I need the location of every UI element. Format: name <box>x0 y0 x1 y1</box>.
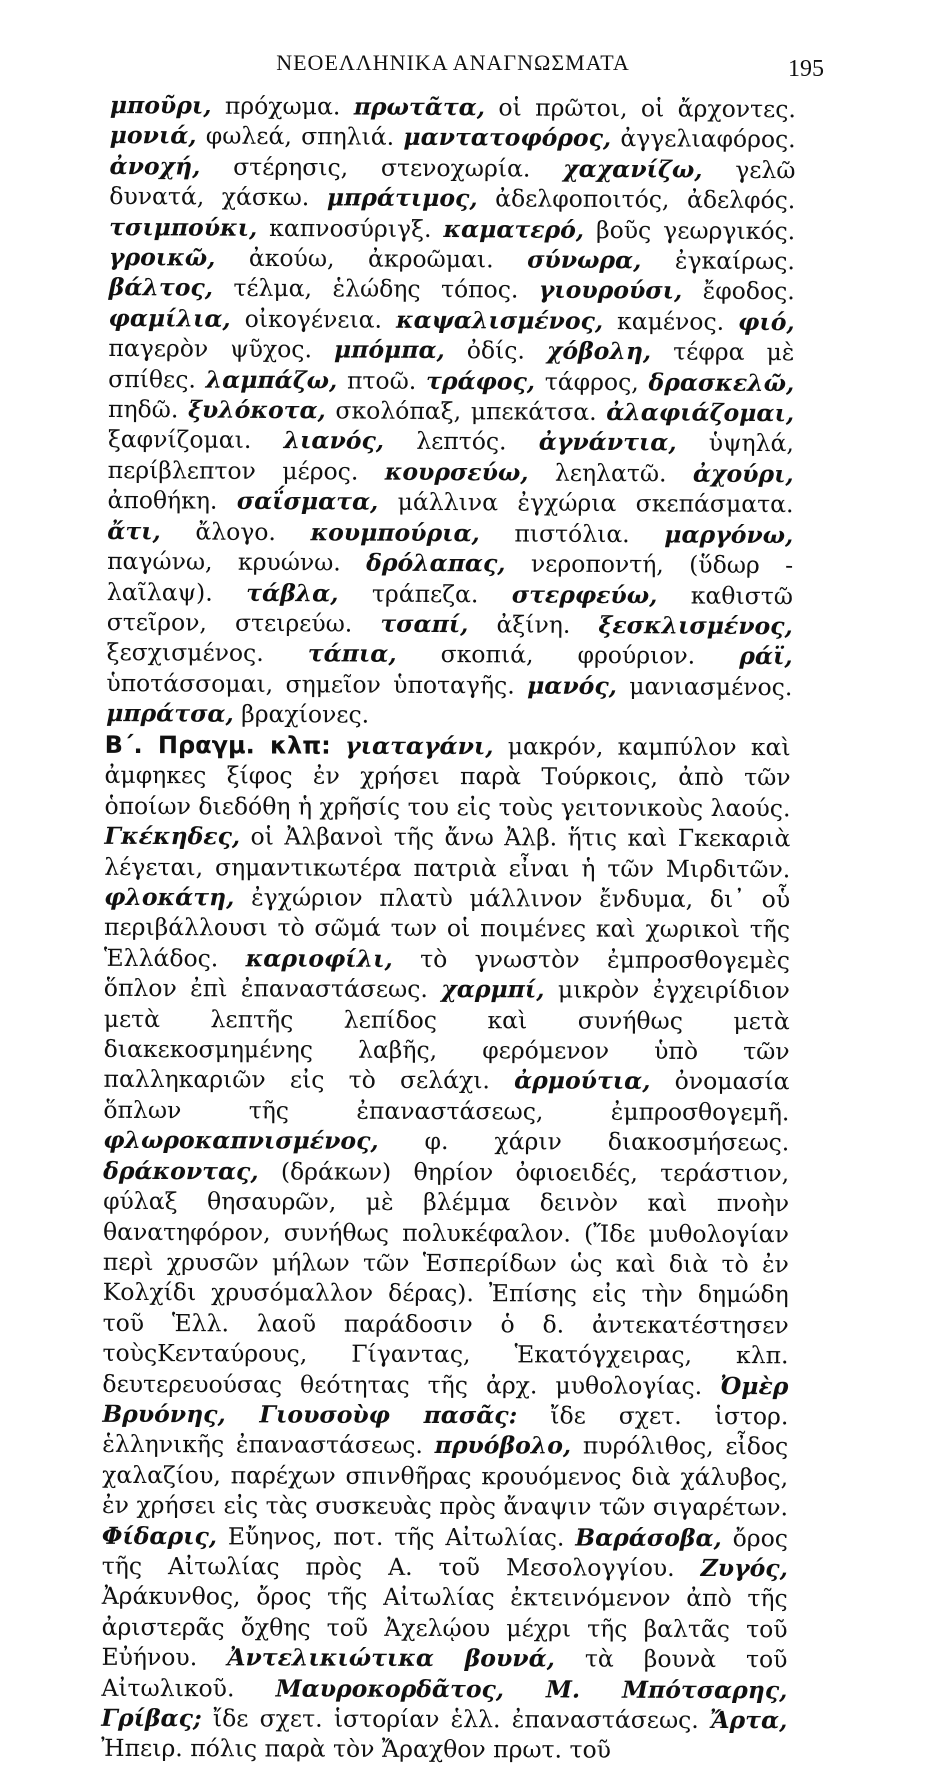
gloss-definition: γελῶ δυνατά, χάσκω. <box>109 155 796 212</box>
body-text <box>100 90 796 1767</box>
gloss-definition: ἔφοδος. <box>682 276 795 306</box>
gloss-term: καριοφίλι, <box>245 943 393 973</box>
gloss-definition: τράπεζα. <box>338 578 512 608</box>
gloss-term: λαμπάζω, <box>205 365 338 395</box>
gloss-term: λιανός, <box>283 426 385 456</box>
gloss-definition: Ἀράκυνθος, ὄρος τῆς Αἰτωλίας ἐκτεινόμενον ἀπὸ τῆς ἀριστερᾶς ὄχθης τοῦ Ἀχελῴου μέχρι τῆς βαλτᾶς τοῦ Εὐήνου. <box>101 1581 788 1672</box>
gloss-definition: οἱ Ἀλβανοὶ τῆς ἄνω Ἀλβ. ἥτις καὶ Γκεκαριὰ λέγεται, σημαντικωτέρα πατριὰ εἶναι ἡ τῶν Μιρδιτῶν. <box>104 822 791 883</box>
section-b-heading: Β΄. Πραγμ. κλπ: <box>104 730 331 760</box>
gloss-definition: ὑψηλά, περίβλεπτον μέρος. <box>107 428 794 486</box>
gloss-definition: στέρησις, στενοχωρία. <box>200 152 564 183</box>
gloss-definition: σκολόπαξ, μπεκάτσα. <box>325 396 607 427</box>
gloss-definition: φωλεά, σπηλιά. <box>196 121 404 152</box>
gloss-definition: οἱ πρῶτοι, οἱ ἄρχοντες. <box>484 93 796 124</box>
gloss-term: γιαταγάνι, <box>345 731 494 760</box>
gloss-term: χαρμπί, <box>441 974 545 1004</box>
gloss-term: ἀλαφιάζομαι, <box>606 398 795 428</box>
gloss-term: ἀγνάντια, <box>538 428 677 457</box>
gloss-term: φαμίλια, <box>108 303 231 333</box>
gloss-term: ἀχούρι, <box>692 459 794 489</box>
gloss-definition: καμένος. <box>602 306 739 336</box>
gloss-term: μπόμπα, <box>333 335 445 365</box>
gloss-definition: πιστόλια. <box>479 518 665 549</box>
gloss-definition: μακρόν, καμπύλον καὶ ἀμφηκες ξίφος ἐν χρήσει παρὰ Τούρκοις, ἀπὸ τῶν ὁποίων διεδόθη ἡ χρῆσίς του εἰς τοὺς γειτονικοὺς λαούς. <box>104 731 791 822</box>
gloss-term: δράκοντας, <box>103 1156 259 1185</box>
gloss-term: δρασκελῶ, <box>648 367 795 397</box>
gloss-definition: καπνοσύριγξ. <box>257 213 444 243</box>
gloss-term: καψαλισμένος, <box>395 305 604 335</box>
gloss-definition: λεηλατῶ. <box>528 458 694 488</box>
gloss-term: Ὀμὲρ Βρυόνης, Γιουσοὺφ πασᾶς: <box>102 1371 789 1429</box>
gloss-term: καματερό, <box>443 214 585 244</box>
gloss-definition: οἰκογένεια. <box>230 304 397 334</box>
gloss-definition: ἀξίνη. <box>468 610 599 639</box>
gloss-term: Βαράσοβα, <box>575 1522 722 1552</box>
gloss-term: Ζυγός, <box>700 1553 788 1582</box>
gloss-definition: μανιασμένος. <box>616 671 793 701</box>
gloss-term: Ἀντελικιώτικα βουνά, <box>227 1643 555 1673</box>
gloss-term: μποῦρι, <box>109 90 212 120</box>
gloss-definition: ἀγγελιαφόρος. <box>611 124 796 154</box>
gloss-definition: πρόχωμα. <box>211 91 354 121</box>
gloss-term: γιουρούσι, <box>538 276 683 305</box>
gloss-term: σαΐσματα, <box>236 487 379 516</box>
gloss-definition: ἀδελφοποιτός, ἀδελφός. <box>477 184 796 215</box>
gloss-term: πρυόβολο, <box>434 1430 572 1460</box>
gloss-term: κουρσεύω, <box>384 457 529 487</box>
gloss-definition: Ἠπειρ. πόλις παρὰ τὸν Ἄραχθον πρωτ. τοῦ <box>101 1733 612 1764</box>
gloss-term: μονιά, <box>109 121 197 150</box>
gloss-term: Γκέκηδες, <box>104 821 241 851</box>
gloss-term: ἀρμούτια, <box>514 1066 651 1095</box>
gloss-definition: τὰ βουνὰ τοῦ Αἰτωλικοῦ. <box>101 1644 788 1702</box>
gloss-definition: ἴδε σχετ. ἱστορίαν ἑλλ. ἐπαναστάσεως. <box>201 1703 711 1734</box>
gloss-term: κουμπούρια, <box>310 517 480 547</box>
gloss-term: τάβλα, <box>246 578 339 607</box>
page-number: 195 <box>788 56 824 82</box>
gloss-term: μαντατοφόρος, <box>403 123 612 153</box>
gloss-term: Φίδαρις, <box>101 1520 218 1550</box>
gloss-definition: πηδῶ. <box>107 395 189 424</box>
gloss-term: τσιμπούκι, <box>109 212 258 242</box>
gloss-definition: βραχίονες. <box>233 699 370 729</box>
gloss-definition: πτοῶ. <box>337 366 427 395</box>
gloss-definition: τὸ γνωστὸν ἐμπροσθογεμὲς ὅπλον ἐπὶ ἐπαναστάσεως. <box>103 944 790 1003</box>
gloss-definition: ξαφνίζομαι. <box>107 425 284 455</box>
gloss-definition: παγερὸν ψῦχος. <box>108 334 335 364</box>
gloss-definition: τέφρα μὲ σπίθες. <box>108 337 795 394</box>
gloss-definition: μικρὸν ἐγχειρίδιον μετὰ λεπτῆς λεπίδος καὶ συνήθως μετὰ διακεκοσμημένης λαβῆς, φερόμενον ὑπὸ τῶν παλληκαριῶν εἰς τὸ σελάχι. <box>103 975 790 1095</box>
gloss-definition: ξεσχισμένος. <box>106 638 308 668</box>
gloss-definition: τέλμα, ἑλώδης τόπος. <box>212 274 539 305</box>
gloss-definition: ὀδίς. <box>444 336 548 365</box>
running-head <box>110 30 824 90</box>
gloss-term: ξεσκλισμένος, <box>598 610 793 641</box>
gloss-term: τράφος, <box>425 366 536 396</box>
gloss-term: φιό, <box>738 307 795 337</box>
gloss-term: χόβολη, <box>546 336 652 366</box>
gloss-definition: Εὔηνος, ποτ. τῆς Αἰτωλίας. <box>216 1521 576 1551</box>
gloss-term: στερφεύω, <box>511 579 658 609</box>
gloss-term: ἄτι, <box>107 516 161 546</box>
gloss-term: φλωροκαπνισμένος, <box>103 1125 379 1155</box>
gloss-term: τσαπί, <box>380 609 469 639</box>
gloss-definition: τάφρος, <box>534 367 649 396</box>
gloss-term: γροικῶ, <box>108 243 216 272</box>
gloss-term: ἀνοχή, <box>109 151 201 181</box>
gloss-definition: ἐγκαίρως. <box>641 246 796 276</box>
gloss-definition: λεπτός. <box>383 427 539 457</box>
gloss-term: τάπια, <box>307 639 397 669</box>
gloss-term: ξυλόκοτα, <box>187 395 326 425</box>
gloss-definition: νεροποντή, (ὕδωρ - λαῖλαψ). <box>106 549 794 607</box>
gloss-definition: (δράκων) θηρίον ὀφιοειδές, τεράστιον, φύλαξ θησαυρῶν, μὲ βλέμμα δεινὸν καὶ πνοὴν θανατηφόρον, συνήθως πολυκέφαλον. (Ἴδε μυθολογίαν περὶ χρυσῶν μήλων τῶν Ἑσπερίδων ὡς καὶ διὰ τὸ ἐν Κολχίδι χρυσόμαλλον δέρας). Ἐπίσης εἰς τὴν δημώδη τοῦ Ἑλλ. λαοῦ παράδοσιν ὁ δ. ἀντεκατέστησεν τοὺςΚενταύρους, Γίγαντας, Ἑκατόγχειρας, κλπ. δευτερευούσας θεότητας τῆς ἀρχ. μυθολογίας. <box>102 1156 790 1400</box>
gloss-definition: ὄρος τῆς Αἰτωλίας πρὸς Α. τοῦ Μεσολογγίου. <box>101 1523 788 1582</box>
gloss-definition: παγώνω, κρυώνω. <box>107 547 367 577</box>
gloss-term: Μαυροκορδᾶτος, Μ. Μπότσαρης, Γρίβας; <box>101 1673 788 1732</box>
gloss-term: μπράτσα, <box>106 699 234 728</box>
gloss-term: δρόλαπας, <box>366 548 506 578</box>
gloss-definition: βοῦς γεωργικός. <box>583 215 796 245</box>
running-title: ΝΕΟΕΛΛΗΝΙΚΑ ΑΝΑΓΝΩΣΜΑΤΑ <box>276 50 630 75</box>
gloss-term: ράϊ, <box>739 642 793 671</box>
gloss-definition: ἀκούω, ἀκροῶμαι. <box>215 243 528 274</box>
gloss-definition: ἐγχώριον πλατὺ μάλλινον ἔνδυμα, δι᾿ οὗ περιβάλλουσι τὸ σῶμά των οἱ ποιμένες καὶ χωρικοὶ τῆς Ἑλλάδος. <box>103 882 791 972</box>
gloss-definition: φ. χάριν διακοσμήσεως. <box>378 1126 790 1157</box>
gloss-term: μαργόνω, <box>664 520 794 549</box>
gloss-term: Ἄρτα, <box>709 1705 788 1734</box>
glossary-section-a <box>106 90 796 733</box>
gloss-definition: ἀποθήκη. <box>107 486 237 516</box>
gloss-definition: ὀνομασία ὅπλων τῆς ἐπαναστάσεως, ἐμπροσθογεμῆ. <box>103 1066 790 1126</box>
gloss-term: χαχανίζω, <box>563 154 703 184</box>
gloss-term: πρωτᾶτα, <box>353 92 486 122</box>
gloss-term: σύνωρα, <box>527 245 642 275</box>
gloss-term: φλοκάτη, <box>104 882 235 911</box>
gloss-definition: σκοπιά, φρούριον. <box>396 640 740 671</box>
gloss-term: μπράτιμος, <box>326 183 478 213</box>
gloss-definition: μάλλινα ἐγχώρια σκεπάσματα. <box>378 487 794 519</box>
gloss-definition: ἴδε σχετ. ἱστορ. ἑλληνικῆς ἐπαναστάσεως. <box>102 1400 789 1459</box>
gloss-term: βάλτος, <box>108 273 214 303</box>
gloss-term: μανός, <box>527 671 617 700</box>
gloss-definition: ἄλογο. <box>160 517 311 546</box>
gloss-definition: ὑποτάσσομαι, σημεῖον ὑποταγῆς. <box>106 668 528 700</box>
gloss-definition: καθιστῶ στεῖρον, στειρεύω. <box>106 580 794 638</box>
gloss-definition: πυρόλιθος, εἶδος χαλαζίου, παρέχων σπινθῆρας κρουόμενος διὰ χάλυβος, ἐν χρήσει εἰς τὰς συσκευὰς πρὸς ἄναψιν τῶν σιγαρέτων. <box>101 1431 789 1521</box>
glossary-section-b <box>101 729 791 1765</box>
